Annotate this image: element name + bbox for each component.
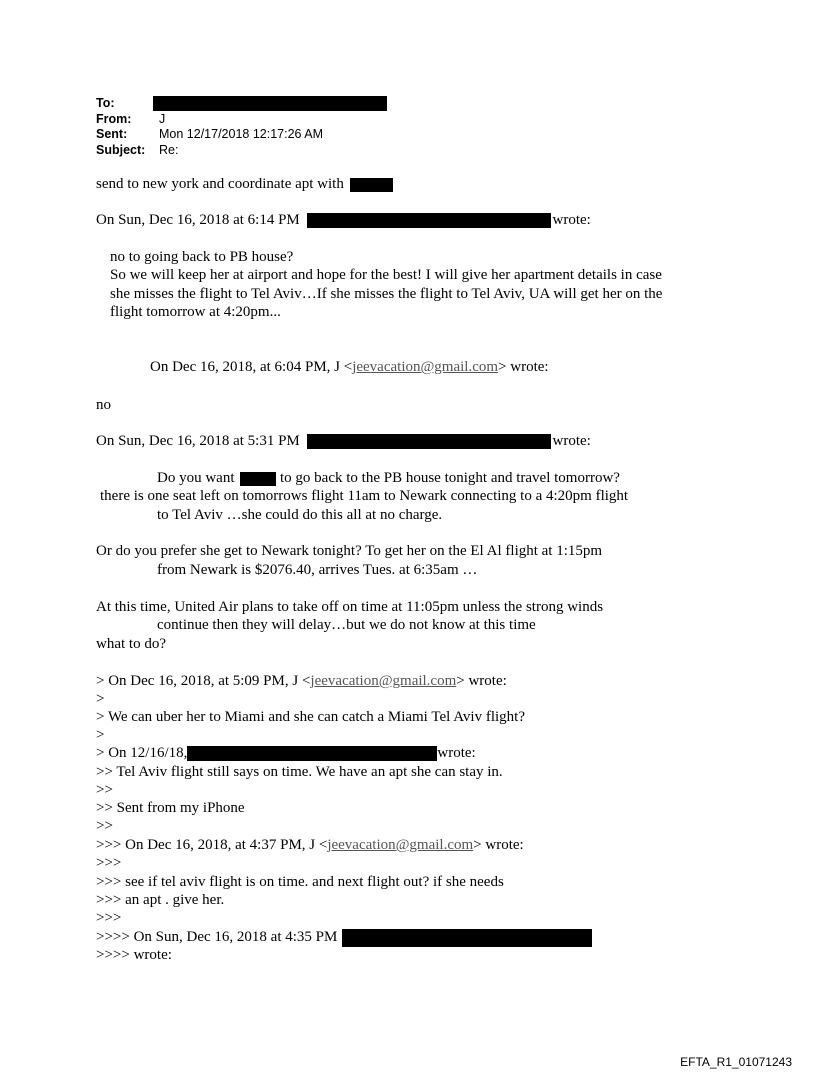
body-line: > We can uber her to Miami and she can catch a Miami Tel Aviv flight? [96, 709, 525, 725]
subject-label: Subject: [96, 142, 146, 157]
quote-header [96, 928, 592, 947]
quote-header-wrote: > wrote: [456, 673, 507, 689]
quote-header-wrote: wrote: [552, 212, 591, 228]
email-link[interactable]: jeevacation@gmail.com [327, 837, 474, 853]
quote-header-date: >>> On Dec 16, 2018, at 4:37 PM, J < [96, 837, 328, 853]
body-line: there is one seat left on tomorrows flight 11am to Newark connecting to a 4:20pm flight [100, 488, 629, 504]
redaction-bar [240, 472, 276, 486]
quote-header-date: On Dec 16, 2018, at 6:04 PM, J < [150, 359, 353, 375]
email-link[interactable]: jeevacation@gmail.com [352, 359, 499, 375]
quote-header-date: >>>> On Sun, Dec 16, 2018 at 4:35 PM [96, 929, 338, 945]
email-link[interactable]: jeevacation@gmail.com [310, 673, 457, 689]
quote-header [96, 211, 591, 229]
quote-header-date: On Sun, Dec 16, 2018 at 6:14 PM [96, 212, 300, 228]
quote-header-date: > On Dec 16, 2018, at 5:09 PM, J < [96, 673, 311, 689]
from-label: From: [96, 111, 132, 126]
body-line: >>> an apt . give her. [96, 892, 225, 908]
body-line: > [96, 727, 105, 743]
email-header [96, 96, 387, 158]
document-id: EFTA_R1_01071243 [680, 1055, 792, 1069]
body-text: Do you want [157, 470, 235, 486]
body-line: from Newark is $2076.40, arrives Tues. at 6:35am … [157, 562, 478, 578]
redaction-bar [307, 434, 551, 449]
body-line: she misses the flight to Tel Aviv…If she misses the flight to Tel Aviv, UA will get her on the [110, 286, 663, 302]
body-line: >>> see if tel aviv flight is on time. and next flight out? if she needs [96, 874, 504, 890]
body-line: Or do you prefer she get to Newark tonight? To get her on the El Al flight at 1:15pm [96, 543, 603, 559]
subject-value: Re: [159, 142, 179, 157]
body-line: >> [96, 782, 113, 798]
quote-header-wrote: > wrote: [498, 359, 549, 375]
body-line: to Tel Aviv …she could do this all at no charge. [157, 507, 443, 523]
body-line: flight tomorrow at 4:20pm... [110, 304, 281, 320]
body-line: >> Tel Aviv flight still says on time. We have an apt she can stay in. [96, 764, 503, 780]
sent-label: Sent: [96, 127, 128, 141]
body-line: no to going back to PB house? [110, 249, 294, 265]
quote-header [96, 836, 524, 854]
quote-header [96, 432, 591, 450]
body-line: what to do? [96, 636, 166, 652]
from-value: J [159, 111, 166, 126]
to-label: To: [96, 96, 115, 110]
body-line [157, 469, 620, 487]
body-line [96, 175, 393, 193]
quote-header-wrote: > wrote: [473, 837, 524, 853]
body-line: So we will keep her at airport and hope for the best! I will give her apartment details in case [110, 267, 662, 283]
redaction-bar [307, 213, 551, 228]
redaction-bar [187, 746, 437, 761]
redaction-bar [342, 929, 592, 947]
quote-header [96, 672, 507, 690]
redaction-bar [350, 178, 393, 192]
quote-header [96, 744, 476, 762]
body-line: no [96, 397, 111, 413]
body-line: continue then they will delay…but we do not know at this time [157, 617, 536, 633]
quote-header-wrote: wrote: [437, 745, 476, 761]
body-line: >> Sent from my iPhone [96, 800, 245, 816]
body-line: > [96, 691, 105, 707]
quote-header-date: > On 12/16/18, [96, 745, 188, 761]
redaction-bar [153, 96, 387, 111]
subject-row [96, 143, 387, 159]
sent-row [96, 127, 387, 143]
body-line: At this time, United Air plans to take off on time at 11:05pm unless the strong winds [96, 599, 604, 615]
body-line: >>>> wrote: [96, 947, 172, 963]
sent-value: Mon 12/17/2018 12:17:26 AM [159, 127, 324, 141]
body-text: send to new york and coordinate apt with [96, 176, 344, 192]
quote-header [150, 358, 549, 376]
body-line: >>> [96, 910, 122, 926]
body-line: >>> [96, 855, 122, 871]
quote-header-wrote: wrote: [552, 433, 591, 449]
quote-header-date: On Sun, Dec 16, 2018 at 5:31 PM [96, 433, 300, 449]
from-row [96, 112, 387, 128]
body-line: >> [96, 818, 113, 834]
body-text: to go back to the PB house tonight and travel tomorrow? [280, 470, 620, 486]
to-row [96, 96, 387, 112]
